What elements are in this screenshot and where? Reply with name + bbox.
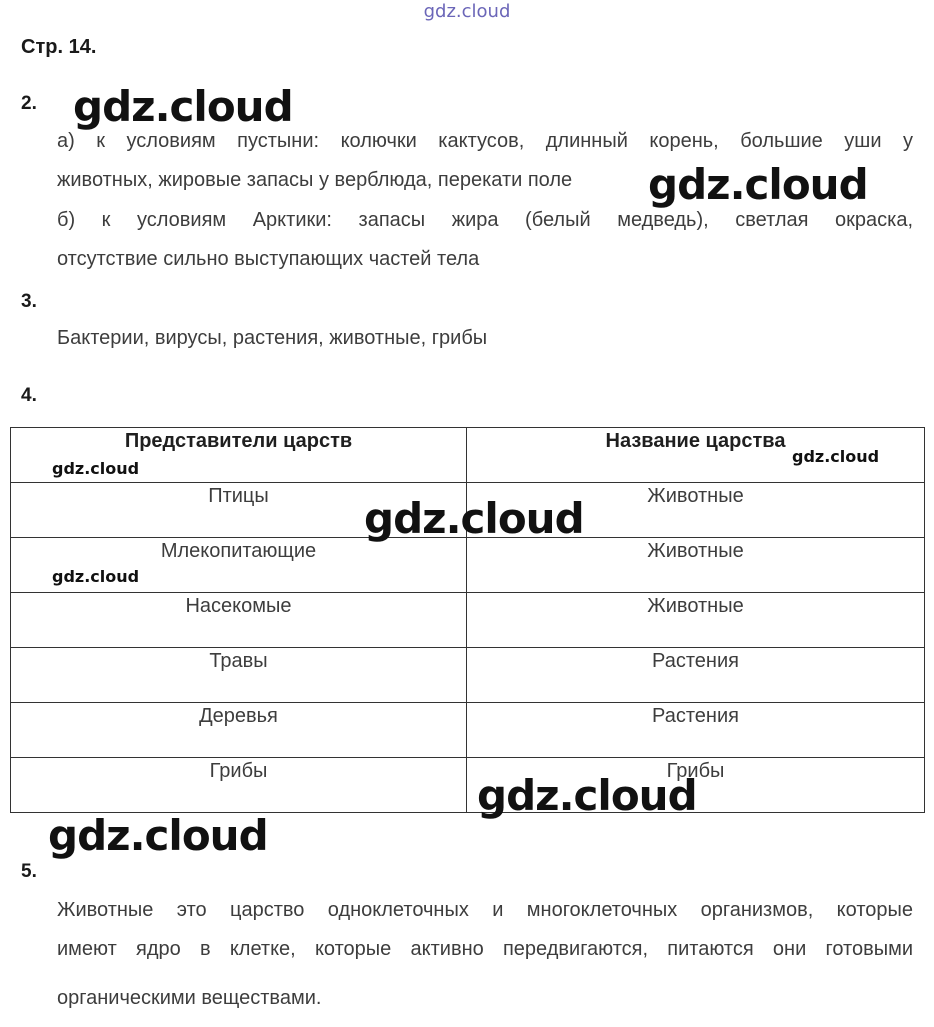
- table-cell: Растения: [467, 703, 925, 758]
- table-row: [11, 538, 925, 593]
- table-cell: Птицы: [11, 483, 467, 538]
- watermark: gdz.cloud: [477, 771, 697, 820]
- table-row: [11, 758, 925, 813]
- watermark: gdz.cloud: [52, 459, 140, 478]
- task-3-answer: Бактерии, вирусы, растения, животные, грибы: [57, 327, 488, 349]
- table-header-row: [11, 428, 925, 483]
- watermark: gdz.cloud: [648, 160, 868, 209]
- table-cell: Животные: [467, 593, 925, 648]
- table-cell: Млекопитающие: [11, 538, 467, 593]
- task-2-line-a2: животных, жировые запасы у верблюда, перекати поле: [57, 169, 573, 191]
- watermark: gdz.cloud: [364, 494, 584, 543]
- table-cell: Грибы: [467, 758, 925, 813]
- watermark: gdz.cloud: [73, 82, 293, 131]
- table-header-cell: Название царства: [467, 428, 925, 483]
- table-cell: Животные: [467, 483, 925, 538]
- task-2-number: 2.: [21, 93, 37, 114]
- table-cell: Деревья: [11, 703, 467, 758]
- table-row: [11, 593, 925, 648]
- task-5-line-1: Животные это царство одноклеточных и многоклеточных организмов, которые: [57, 899, 913, 921]
- table-cell: Животные: [467, 538, 925, 593]
- task-2-line-b2: отсутствие сильно выступающих частей тела: [57, 248, 480, 270]
- table-row: [11, 703, 925, 758]
- page-label: Стр. 14.: [21, 36, 97, 58]
- table-header-cell: Представители царств: [11, 428, 467, 483]
- task-3-number: 3.: [21, 291, 37, 312]
- task-2-line-a1: а) к условиям пустыни: колючки кактусов, длинный корень, большие уши у: [57, 130, 913, 152]
- top-watermark: gdz.cloud: [423, 1, 511, 22]
- task-5-line-3: органическими веществами.: [57, 987, 322, 1009]
- table-cell: Насекомые: [11, 593, 467, 648]
- kingdoms-table: [10, 427, 925, 813]
- table-cell: Растения: [467, 648, 925, 703]
- task-5-line-2: имеют ядро в клетке, которые активно передвигаются, питаются они готовыми: [57, 938, 913, 960]
- table-cell: Грибы: [11, 758, 467, 813]
- table-row: [11, 648, 925, 703]
- watermark: gdz.cloud: [52, 567, 140, 586]
- task-5-number: 5.: [21, 861, 37, 882]
- table-cell: Травы: [11, 648, 467, 703]
- task-2-line-b1: б) к условиям Арктики: запасы жира (белый медведь), светлая окраска,: [57, 209, 913, 231]
- task-4-number: 4.: [21, 385, 37, 406]
- watermark: gdz.cloud: [48, 811, 268, 860]
- watermark: gdz.cloud: [792, 447, 880, 466]
